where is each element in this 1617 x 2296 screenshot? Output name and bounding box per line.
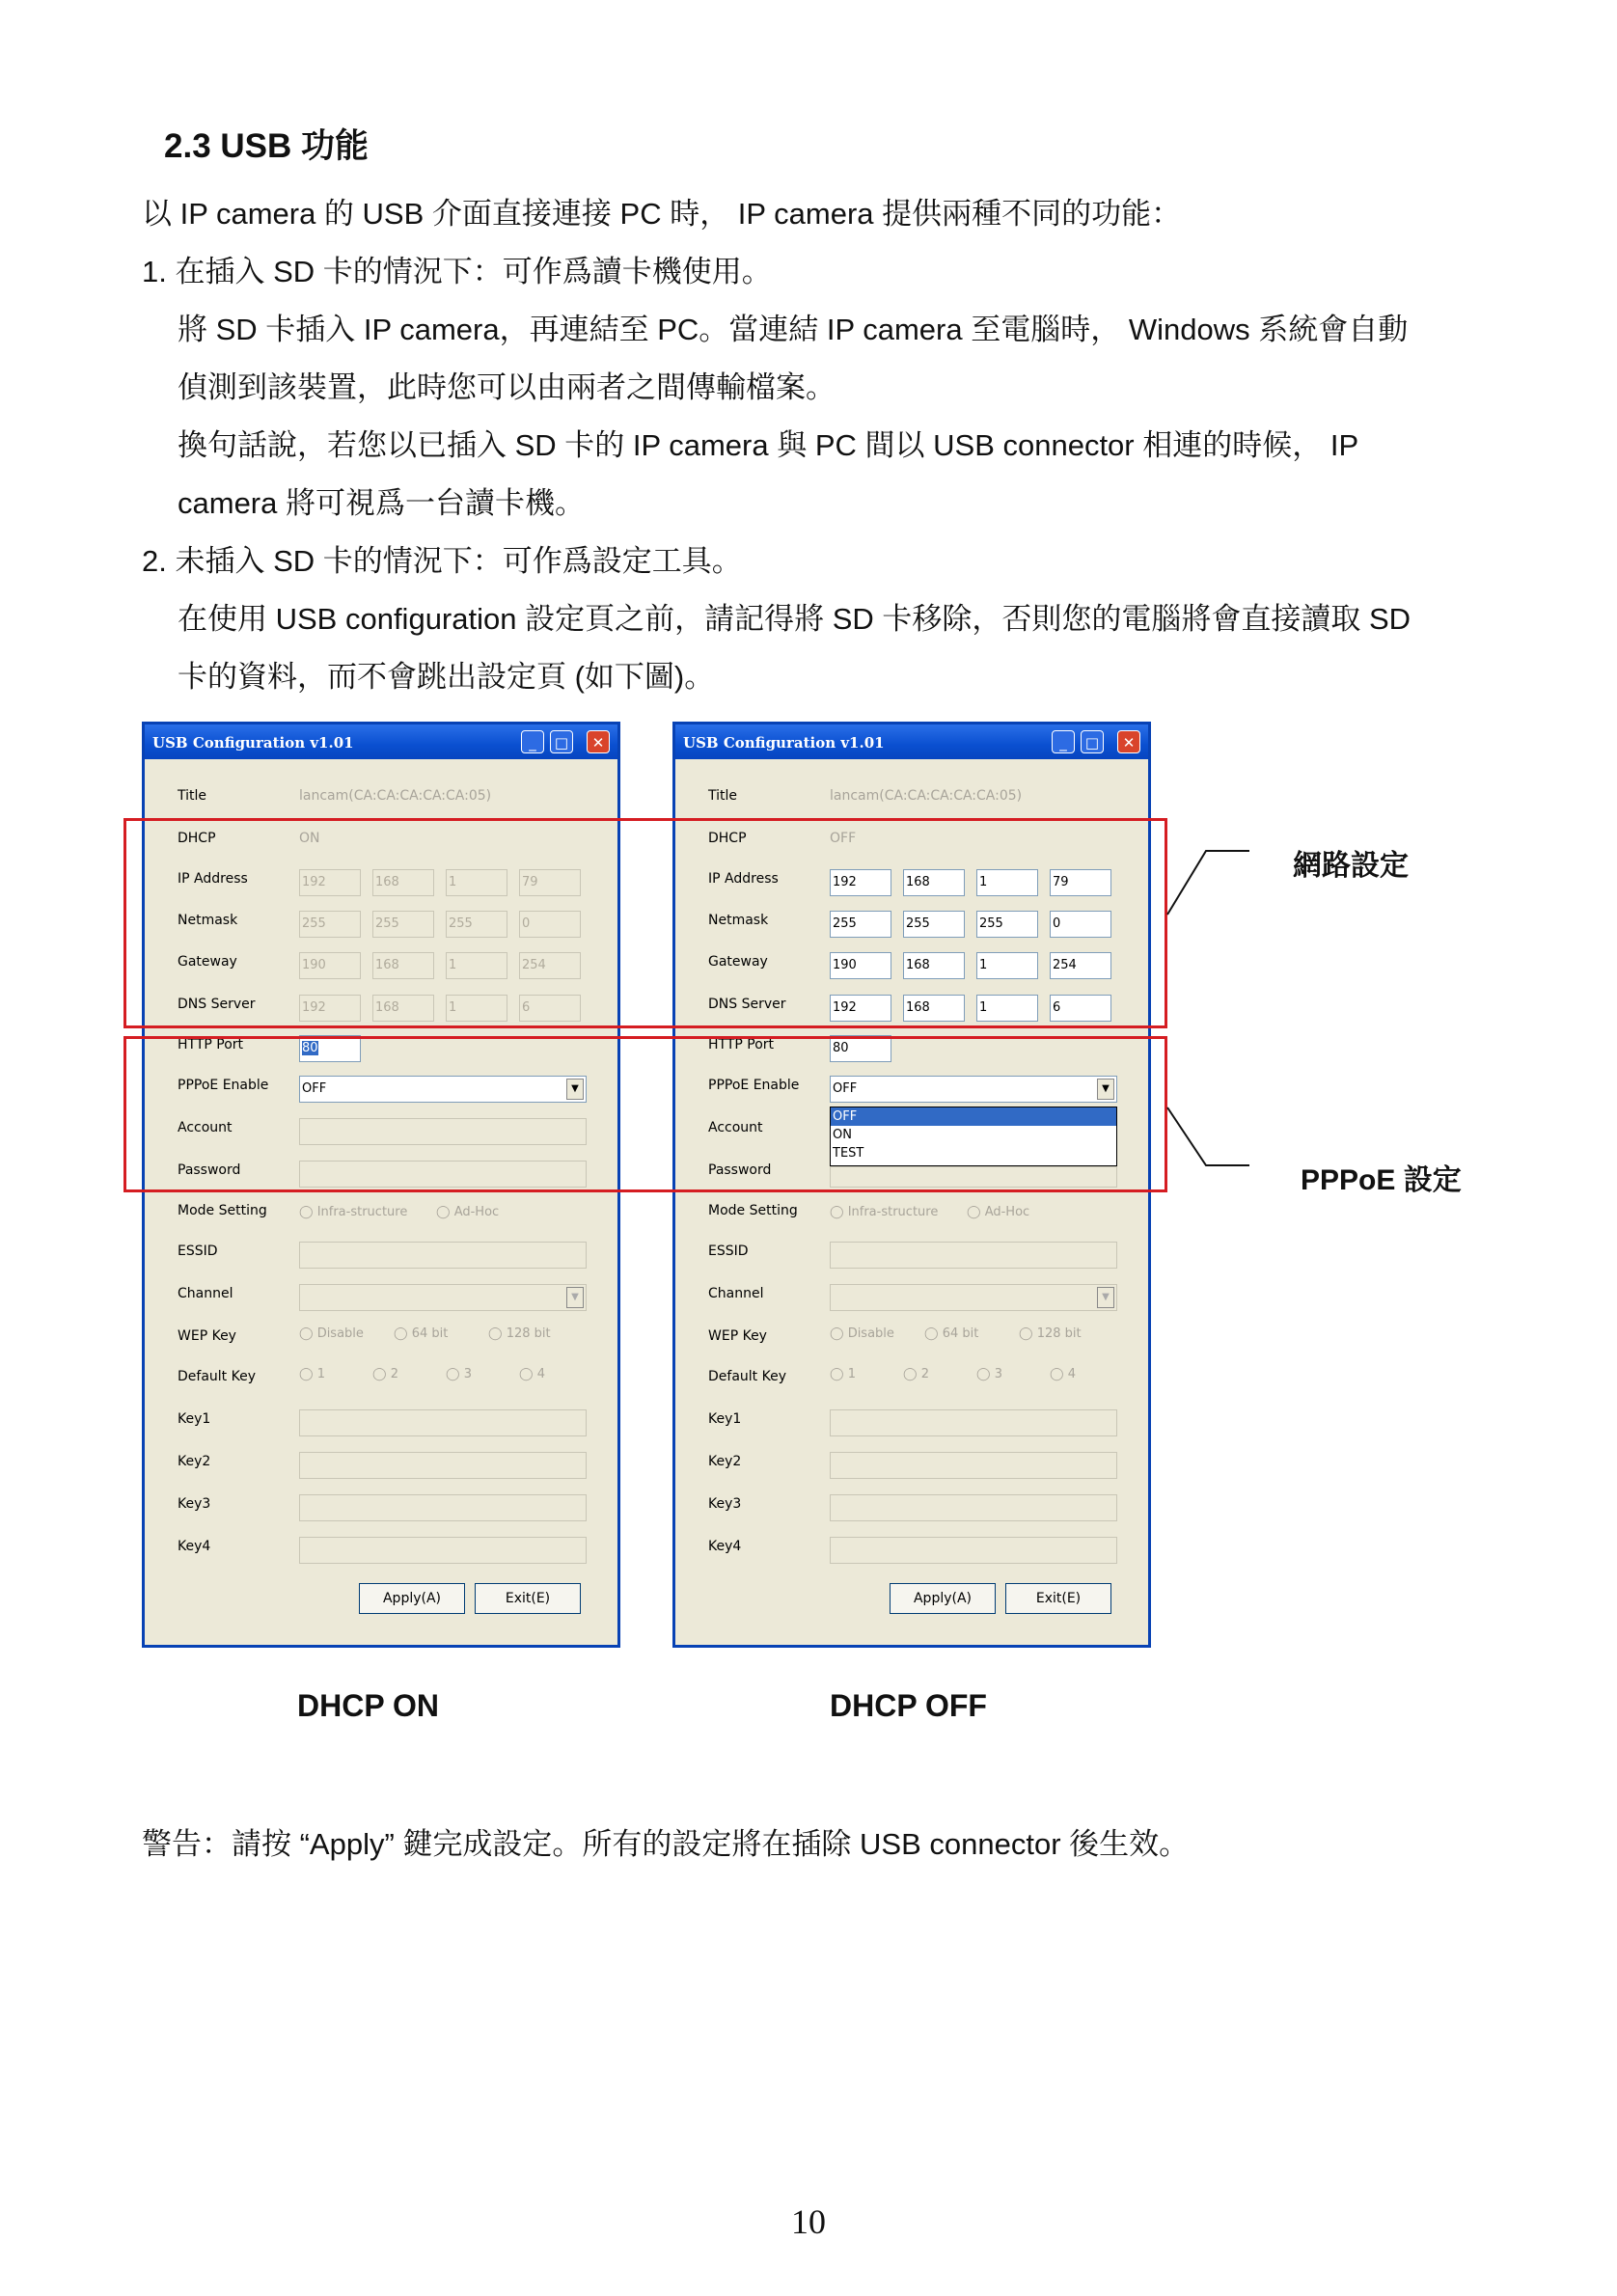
chevron-down-icon[interactable]: ▼	[1097, 1079, 1114, 1100]
mode-radio-adhoc[interactable]: ◯ Ad-Hoc	[967, 1205, 1030, 1219]
exit-button[interactable]: Exit(E)	[475, 1583, 581, 1614]
key2-input[interactable]	[299, 1452, 587, 1479]
dns-field-2[interactable]: 168	[903, 995, 965, 1022]
account-label: Account	[178, 1120, 233, 1135]
minimize-icon[interactable]: _	[1052, 730, 1075, 753]
ip-field-4[interactable]: 79	[1050, 869, 1111, 896]
pppoe-option-on[interactable]: ON	[833, 1128, 852, 1142]
maximize-icon[interactable]: □	[1081, 730, 1104, 753]
default-key-radio-3[interactable]: ◯ 3	[446, 1367, 472, 1381]
list-item-2-line: 卡的資料，而不會跳出設定頁 (如下圖)。	[178, 660, 715, 694]
page-number: 10	[791, 2202, 826, 2241]
key3-input[interactable]	[830, 1494, 1117, 1521]
network-settings-label: 網路設定	[1293, 850, 1409, 882]
essid-label: ESSID	[708, 1244, 749, 1259]
password-label: Password	[178, 1162, 241, 1178]
netmask-label: Netmask	[178, 913, 238, 928]
dns-label: DNS Server	[178, 997, 256, 1012]
default-key-radio-4[interactable]: ◯ 4	[519, 1367, 545, 1381]
dhcp-value: OFF	[830, 831, 857, 846]
netmask-field-2[interactable]: 255	[372, 911, 434, 938]
maximize-icon[interactable]: □	[550, 730, 573, 753]
key4-label: Key4	[708, 1539, 742, 1554]
wep-radio-128[interactable]: ◯ 128 bit	[488, 1326, 551, 1341]
essid-input[interactable]	[299, 1242, 587, 1269]
channel-select[interactable]	[299, 1284, 587, 1311]
dialog-title: USB Configuration v1.01	[683, 734, 885, 752]
dns-field-2[interactable]: 168	[372, 995, 434, 1022]
pppoe-label: PPPoE Enable	[178, 1078, 269, 1093]
channel-label: Channel	[178, 1286, 233, 1301]
chevron-down-icon[interactable]: ▼	[1097, 1287, 1114, 1308]
wep-disable-label: Disable	[847, 1326, 894, 1341]
wep-radio-128[interactable]: ◯ 128 bit	[1019, 1326, 1082, 1341]
key2-label: Key2	[178, 1454, 211, 1469]
mode-adhoc-label: Ad-Hoc	[453, 1205, 500, 1219]
gateway-field-2[interactable]: 168	[903, 952, 965, 979]
gateway-field-1[interactable]: 190	[299, 952, 361, 979]
dns-field-3[interactable]: 1	[446, 995, 507, 1022]
network-callout-line	[1167, 851, 1249, 915]
default-key-3-label: 3	[994, 1367, 1002, 1381]
netmask-field-2[interactable]: 255	[903, 911, 965, 938]
title-value: lancam(CA:CA:CA:CA:CA:05)	[299, 788, 492, 804]
ip-label: IP Address	[178, 871, 248, 887]
wep-label: WEP Key	[178, 1328, 236, 1344]
key4-input[interactable]	[830, 1537, 1117, 1564]
key3-label: Key3	[178, 1496, 211, 1512]
dhcp-label: DHCP	[178, 831, 216, 846]
pppoe-label: PPPoE Enable	[708, 1078, 800, 1093]
gateway-label: Gateway	[708, 954, 768, 970]
minimize-icon[interactable]: _	[521, 730, 544, 753]
dialog-titlebar	[145, 724, 617, 759]
dns-label: DNS Server	[708, 997, 786, 1012]
pppoe-dropdown-list	[830, 1107, 1117, 1166]
dhcp-value: ON	[299, 831, 320, 846]
wep-radio-64[interactable]: ◯ 64 bit	[924, 1326, 979, 1341]
default-key-radio-1[interactable]: ◯ 1	[830, 1367, 856, 1381]
default-key-label: Default Key	[178, 1369, 256, 1384]
gateway-field-2[interactable]: 168	[372, 952, 434, 979]
mode-infra-label: Infra-structure	[316, 1205, 408, 1219]
pppoe-settings-label: PPPoE 設定	[1301, 1164, 1462, 1196]
mode-label: Mode Setting	[708, 1203, 798, 1218]
default-key-radio-3[interactable]: ◯ 3	[976, 1367, 1002, 1381]
pppoe-selected: OFF	[302, 1081, 327, 1096]
key3-label: Key3	[708, 1496, 742, 1512]
title-label: Title	[708, 788, 738, 804]
dhcp-label: DHCP	[708, 831, 747, 846]
ip-field-1[interactable]: 192	[830, 869, 891, 896]
netmask-field-4[interactable]: 0	[519, 911, 581, 938]
warning-note: 警告：請按 “Apply” 鍵完成設定。所有的設定將在插除 USB connector 後生效。	[142, 1827, 1190, 1861]
apply-button[interactable]: Apply(A)	[890, 1583, 996, 1614]
ip-field-1[interactable]: 192	[299, 869, 361, 896]
default-key-4-label: 4	[1067, 1367, 1076, 1381]
default-key-radio-1[interactable]: ◯ 1	[299, 1367, 325, 1381]
ip-field-2[interactable]: 168	[903, 869, 965, 896]
intro-paragraph: 以 IP camera 的 USB 介面直接連接 PC 時， IP camera 提供兩種不同的功能：	[142, 197, 1182, 231]
list-item-1: 1. 在插入 SD 卡的情況下：可作爲讀卡機使用。	[142, 255, 772, 288]
gateway-field-4[interactable]: 254	[519, 952, 581, 979]
ip-label: IP Address	[708, 871, 779, 887]
pppoe-selected: OFF	[833, 1081, 858, 1096]
wep-64-label: 64 bit	[411, 1326, 449, 1341]
caption-dhcp-on: DHCP ON	[297, 1688, 439, 1723]
dialog-titlebar	[675, 724, 1148, 759]
gateway-field-3[interactable]: 1	[976, 952, 1038, 979]
gateway-field-3[interactable]: 1	[446, 952, 507, 979]
wep-128-label: 128 bit	[1036, 1326, 1082, 1341]
wep-128-label: 128 bit	[506, 1326, 551, 1341]
close-icon[interactable]: ✕	[1117, 730, 1140, 753]
channel-label: Channel	[708, 1286, 764, 1301]
mode-label: Mode Setting	[178, 1203, 267, 1218]
key4-input[interactable]	[299, 1537, 587, 1564]
default-key-1-label: 1	[847, 1367, 856, 1381]
key1-input[interactable]	[299, 1409, 587, 1436]
default-key-2-label: 2	[920, 1367, 929, 1381]
section-heading: 2.3 USB 功能	[164, 127, 369, 165]
wep-radio-disable[interactable]: ◯ Disable	[299, 1326, 364, 1341]
default-key-1-label: 1	[316, 1367, 325, 1381]
key3-input[interactable]	[299, 1494, 587, 1521]
mode-radio-infra[interactable]: ◯ Infra-structure	[299, 1205, 408, 1219]
http-port-value: 80	[302, 1041, 318, 1055]
channel-select[interactable]	[830, 1284, 1117, 1311]
wep-radio-64[interactable]: ◯ 64 bit	[394, 1326, 449, 1341]
default-key-4-label: 4	[536, 1367, 545, 1381]
http-port-input[interactable]: 80	[830, 1035, 891, 1062]
default-key-label: Default Key	[708, 1369, 786, 1384]
key1-input[interactable]	[830, 1409, 1117, 1436]
mode-radio-infra[interactable]: ◯ Infra-structure	[830, 1205, 939, 1219]
gateway-label: Gateway	[178, 954, 237, 970]
key1-label: Key1	[178, 1411, 211, 1427]
pppoe-callout-line	[1167, 1107, 1249, 1165]
list-item-2-line: 在使用 USB configuration 設定頁之前，請記得將 SD 卡移除，否則您的電腦將會直接讀取 SD	[178, 602, 1411, 636]
chevron-down-icon[interactable]: ▼	[566, 1079, 584, 1100]
key1-label: Key1	[708, 1411, 742, 1427]
list-item-1-line: 將 SD 卡插入 IP camera，再連結至 PC。當連結 IP camera 至電腦時， Windows 系統會自動	[178, 313, 1409, 346]
title-value: lancam(CA:CA:CA:CA:CA:05)	[830, 788, 1023, 804]
ip-field-2[interactable]: 168	[372, 869, 434, 896]
default-key-3-label: 3	[463, 1367, 472, 1381]
gateway-field-4[interactable]: 254	[1050, 952, 1111, 979]
apply-button[interactable]: Apply(A)	[359, 1583, 465, 1614]
wep-disable-label: Disable	[316, 1326, 364, 1341]
exit-button[interactable]: Exit(E)	[1005, 1583, 1111, 1614]
netmask-label: Netmask	[708, 913, 769, 928]
mode-infra-label: Infra-structure	[847, 1205, 939, 1219]
list-item-1-line: 偵測到該裝置，此時您可以由兩者之間傳輸檔案。	[178, 370, 836, 404]
callout-lines	[1158, 839, 1264, 1177]
mode-radio-adhoc[interactable]: ◯ Ad-Hoc	[436, 1205, 500, 1219]
essid-input[interactable]	[830, 1242, 1117, 1269]
list-item-2: 2. 未插入 SD 卡的情況下：可作爲設定工具。	[142, 544, 742, 578]
default-key-radio-4[interactable]: ◯ 4	[1050, 1367, 1076, 1381]
default-key-2-label: 2	[390, 1367, 398, 1381]
http-port-label: HTTP Port	[708, 1037, 775, 1052]
netmask-field-1[interactable]: 255	[830, 911, 891, 938]
dns-field-4[interactable]: 6	[519, 995, 581, 1022]
pppoe-option-off[interactable]: OFF	[831, 1107, 1116, 1126]
http-port-label: HTTP Port	[178, 1037, 244, 1052]
netmask-field-3[interactable]: 255	[446, 911, 507, 938]
dns-field-1[interactable]: 192	[830, 995, 891, 1022]
pppoe-option-test[interactable]: TEST	[833, 1146, 864, 1161]
password-label: Password	[708, 1162, 772, 1178]
mode-adhoc-label: Ad-Hoc	[984, 1205, 1030, 1219]
wep-radio-disable[interactable]: ◯ Disable	[830, 1326, 894, 1341]
key2-input[interactable]	[830, 1452, 1117, 1479]
netmask-field-1[interactable]: 255	[299, 911, 361, 938]
dns-field-3[interactable]: 1	[976, 995, 1038, 1022]
ip-field-4[interactable]: 79	[519, 869, 581, 896]
account-label: Account	[708, 1120, 763, 1135]
title-label: Title	[178, 788, 207, 804]
netmask-field-4[interactable]: 0	[1050, 911, 1111, 938]
wep-64-label: 64 bit	[942, 1326, 979, 1341]
wep-label: WEP Key	[708, 1328, 767, 1344]
dns-field-4[interactable]: 6	[1050, 995, 1111, 1022]
gateway-field-1[interactable]: 190	[830, 952, 891, 979]
caption-dhcp-off: DHCP OFF	[830, 1688, 987, 1723]
ip-field-3[interactable]: 1	[446, 869, 507, 896]
list-item-1-line: 換句話說，若您以已插入 SD 卡的 IP camera 與 PC 間以 USB connector 相連的時候， IP	[178, 428, 1359, 462]
close-icon[interactable]: ✕	[587, 730, 610, 753]
network-settings-highlight	[123, 818, 1167, 1028]
ip-field-3[interactable]: 1	[976, 869, 1038, 896]
chevron-down-icon[interactable]: ▼	[566, 1287, 584, 1308]
key2-label: Key2	[708, 1454, 742, 1469]
default-key-radio-2[interactable]: ◯ 2	[372, 1367, 398, 1381]
default-key-radio-2[interactable]: ◯ 2	[903, 1367, 929, 1381]
dns-field-1[interactable]: 192	[299, 995, 361, 1022]
netmask-field-3[interactable]: 255	[976, 911, 1038, 938]
dialog-title: USB Configuration v1.01	[152, 734, 354, 752]
essid-label: ESSID	[178, 1244, 218, 1259]
list-item-1-line: camera 將可視爲一台讀卡機。	[178, 486, 585, 520]
key4-label: Key4	[178, 1539, 211, 1554]
